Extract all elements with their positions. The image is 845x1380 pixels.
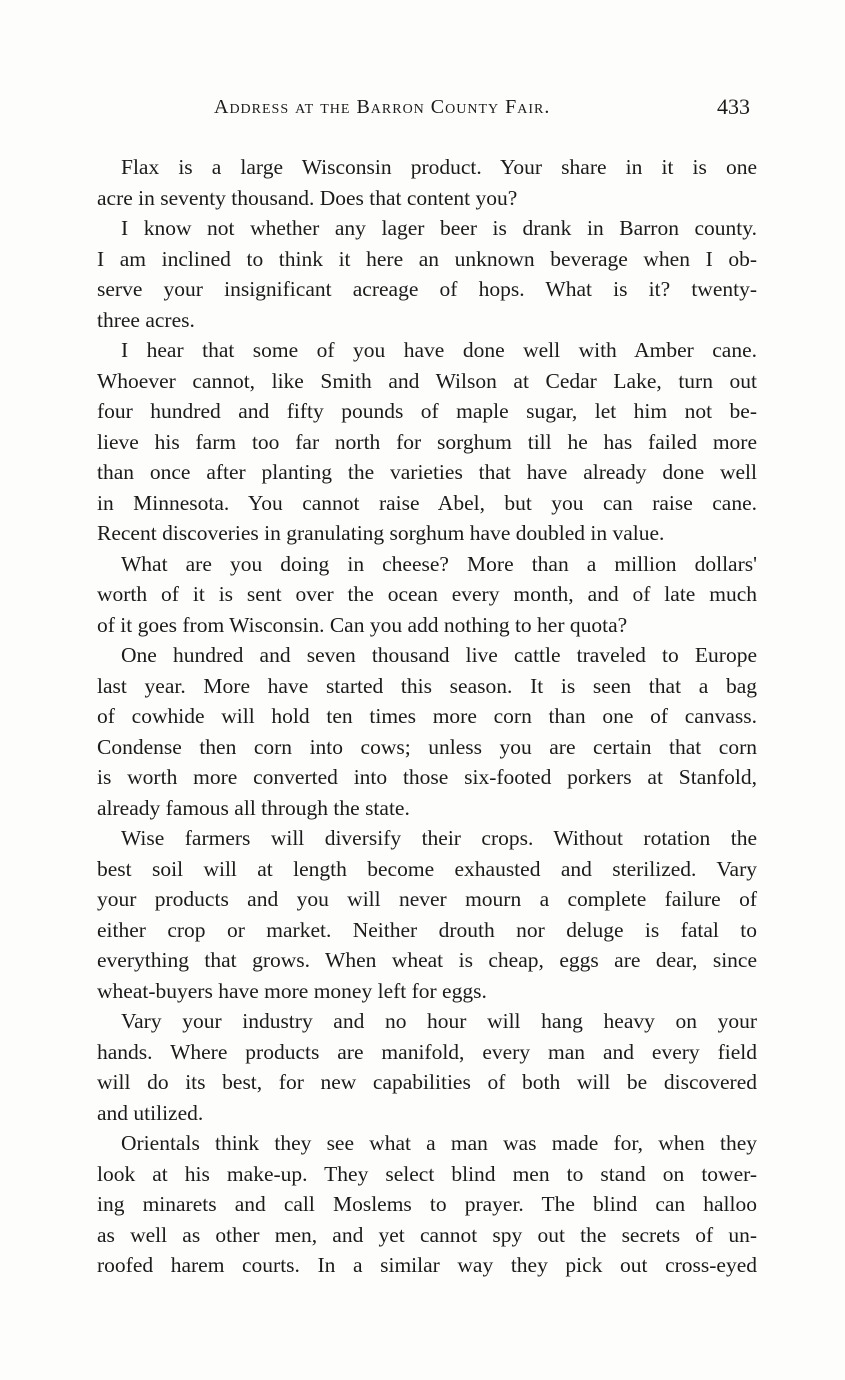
text-line: Orientals think they see what a man was made for, when they [121,1131,757,1155]
text-line: acre in seventy thousand. Does that content you? [97,185,518,210]
text-line: will do its best, for new capabilities of both will be discovered [97,1070,757,1094]
text-line: than once after planting the varieties that have already done well [97,460,757,484]
paragraph [97,152,757,213]
text-line: best soil will at length become exhausted and sterilized. Vary [97,856,757,881]
text-line: One hundred and seven thousand live cattle traveled to Europe [121,643,757,667]
text-line: four hundred and fifty pounds of maple sugar, let him not be- [97,399,757,423]
running-title: Address at the Barron County Fair. [214,96,551,118]
text-line: of cowhide will hold ten times more corn than one of canvass. [97,704,757,728]
text-line: Vary your industry and no hour will hang heavy on your [121,1009,757,1033]
text-line: as well as other men, and yet cannot spy out the secrets of un- [97,1222,757,1247]
text-line: worth of it is sent over the ocean every month, and of late much [97,582,757,606]
text-line: roofed harem courts. In a similar way they pick out cross-eyed [97,1253,757,1277]
running-head [96,96,756,126]
paragraph [97,335,757,549]
text-line: Wise farmers will diversify their crops. Without rotation the [121,826,757,850]
text-line: hands. Where products are manifold, every man and every field [97,1039,757,1064]
paragraph [97,640,757,823]
body-text [97,152,757,1281]
text-line: is worth more converted into those six-footed porkers at Stanfold, [97,765,757,789]
text-line: and utilized. [97,1100,204,1125]
text-line: last year. More have started this season. It is seen that a bag [97,673,757,698]
paragraph [97,1128,757,1281]
text-line: in Minnesota. You cannot raise Abel, but you can raise cane. [97,490,757,515]
text-line: I know not whether any lager beer is drank in Barron county. [121,216,757,240]
text-line: lieve his farm too far north for sorghum till he has failed more [97,429,757,454]
text-line: Condense then corn into cows; unless you are certain that corn [97,734,757,759]
text-line: ing minarets and call Moslems to prayer. The blind can halloo [97,1192,757,1216]
paragraph [97,823,757,1006]
text-line: wheat-buyers have more money left for eggs. [97,978,487,1003]
text-line: I am inclined to think it here an unknown beverage when I ob- [97,246,757,271]
text-line: three acres. [97,307,195,332]
paragraph [97,549,757,641]
text-line: either crop or market. Neither drouth nor deluge is fatal to [97,917,757,942]
text-line: already famous all through the state. [97,795,410,820]
text-line: Recent discoveries in granulating sorghum have doubled in value. [97,521,665,545]
text-line: of it goes from Wisconsin. Can you add nothing to her quota? [97,612,628,637]
paragraph [97,213,757,335]
text-line: your products and you will never mourn a complete failure of [97,887,757,911]
text-line: Whoever cannot, like Smith and Wilson at Cedar Lake, turn out [97,368,757,393]
paragraph [97,1006,757,1128]
text-line: serve your insignificant acreage of hops. What is it? twenty- [97,277,757,301]
text-line: What are you doing in cheese? More than a million dollars' [121,551,757,576]
text-line: I hear that some of you have done well with Amber cane. [121,338,757,362]
text-line: look at his make-up. They select blind men to stand on tower- [97,1161,757,1186]
text-line: everything that grows. When wheat is cheap, eggs are dear, since [97,948,757,972]
text-line: Flax is a large Wisconsin product. Your share in it is one [121,155,757,179]
page-number: 433 [717,94,750,119]
